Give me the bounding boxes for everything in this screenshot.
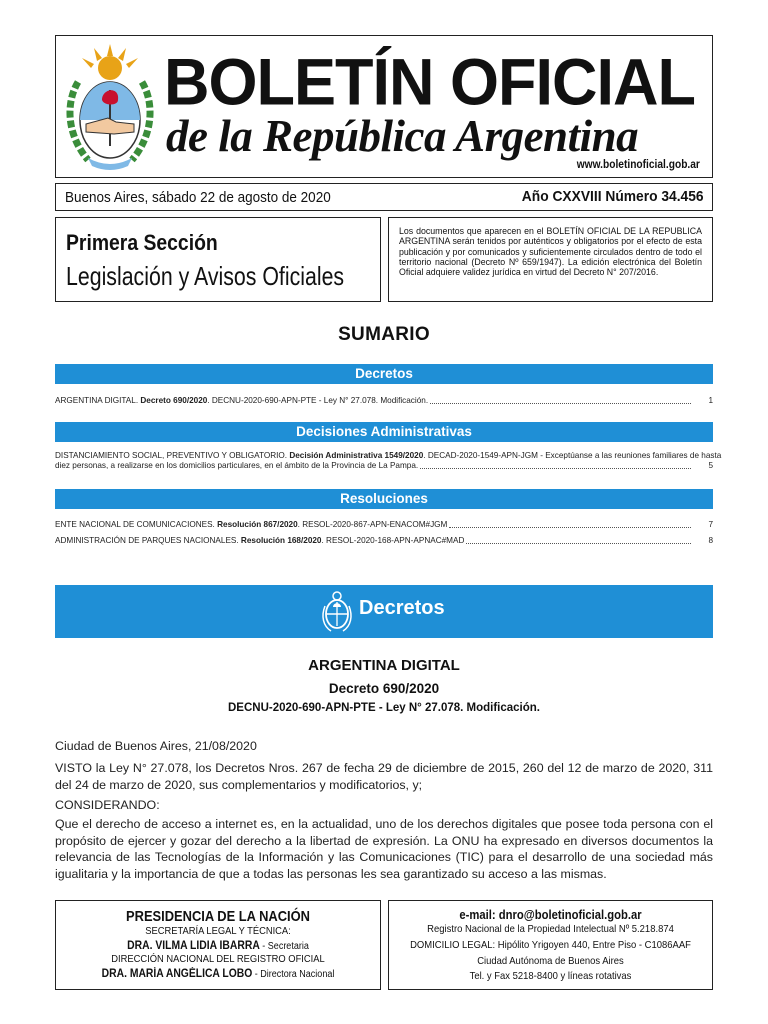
- decree-topic: ARGENTINA DIGITAL: [308, 657, 460, 674]
- decree-place-date: Ciudad de Buenos Aires, 21/08/2020: [55, 739, 257, 753]
- entry-prefix: ADMINISTRACIÓN DE PARQUES NACIONALES.: [55, 536, 241, 545]
- publication-date: Buenos Aires, sábado 22 de agosto de 2020: [65, 189, 331, 206]
- sumario-heading-decretos[interactable]: Decretos: [55, 364, 713, 384]
- decree-visto: VISTO la Ley N° 27.078, los Decretos Nros. 267 de fecha 29 de diciembre de 2015, 260 del 12 de marzo de 2020, 311 del 24 de marzo de 2020, sus complementarios y modificatorios, y;: [55, 761, 713, 792]
- directorate-label: DIRECCIÓN NACIONAL DEL REGISTRO OFICIAL: [111, 954, 325, 966]
- sumario-entry[interactable]: [55, 396, 713, 406]
- leader-dots: [466, 543, 691, 544]
- sumario-entry[interactable]: [55, 451, 722, 471]
- entry-resolution-number: Resolución 168/2020: [240, 536, 322, 545]
- entry-prefix: ARGENTINA DIGITAL.: [55, 396, 141, 405]
- entry-page: 7: [708, 520, 713, 529]
- legal-address: DOMICILIO LEGAL: Hipólito Yrigoyen 440, Entre Piso - C1086AAF: [410, 938, 691, 951]
- issue-number: Año CXXVIII Número 34.456: [522, 188, 704, 205]
- section-title: Primera Sección: [66, 230, 218, 255]
- masthead-subtitle: de la República Argentina: [166, 111, 639, 161]
- entry-continuation: diez personas, a realizarse en los domicilios particulares, en el ámbito de la Provincia de La Pampa.: [55, 460, 419, 470]
- entry-prefix: ENTE NACIONAL DE COMUNICACIONES.: [55, 520, 218, 529]
- decree-code: DECNU-2020-690-APN-PTE - Ley N° 27.078. Modificación.: [228, 702, 540, 714]
- leader-dots: [430, 403, 691, 404]
- director-role: - Directora Nacional: [252, 968, 335, 980]
- sumario-entry[interactable]: [55, 520, 713, 530]
- decree-number: Decreto 690/2020: [328, 681, 440, 696]
- entry-decree-number: Decreto 690/2020: [140, 396, 208, 405]
- sumario-heading-decisiones[interactable]: Decisiones Administrativas: [55, 422, 713, 442]
- entry-decision-number: Decisión Administrativa 1549/2020: [289, 451, 424, 460]
- entry-description: . DECAD-2020-1549-APN-JGM - Exceptúanse a las reuniones familiares de hasta: [423, 451, 722, 460]
- secretary-name: DRA. VILMA LIDIA IBARRA: [127, 939, 260, 952]
- decretos-band: [55, 585, 713, 638]
- secretary-line: [72, 939, 364, 954]
- director-name: DRA. MARÍA ANGÉLICA LOBO: [101, 967, 253, 980]
- section-subtitle: Legislación y Avisos Oficiales: [66, 261, 345, 291]
- contact-email[interactable]: e-mail: dnro@boletinoficial.gob.ar: [459, 908, 642, 922]
- decree-paragraph: Que el derecho de acceso a internet es, en la actualidad, uno de los derechos digitales que posee toda persona con el propósito de ejercer y gozar del derecho a la libertad de expresión. La ONU ha expresado en diversos documentos la relevancia de las Tecnologías de la Información y las Comunicaciones (TIC) para el desarrollo de una sociedad más igualitaria y la importancia de que a todas las personas les sea garantizado su acceso a las mismas.: [55, 817, 713, 881]
- website-link[interactable]: www.boletinoficial.gob.ar: [576, 157, 700, 171]
- secretariat-label: SECRETARÍA LEGAL Y TÉCNICA:: [145, 926, 291, 937]
- sumario-heading-resoluciones[interactable]: Resoluciones: [55, 489, 713, 509]
- secretary-role: - Secretaria: [259, 940, 309, 952]
- entry-resolution-number: Resolución 867/2020: [217, 520, 298, 529]
- section-box: [55, 217, 381, 302]
- entry-prefix: DISTANCIAMIENTO SOCIAL, PREVENTIVO Y OBLIGATORIO.: [55, 451, 290, 460]
- director-line: [72, 967, 364, 982]
- city: Ciudad Autónoma de Buenos Aires: [477, 954, 624, 967]
- footer-authorities: [55, 900, 381, 990]
- decretos-band-label: Decretos: [359, 597, 445, 619]
- leader-dots: [449, 527, 691, 528]
- decree-considerando: CONSIDERANDO:: [55, 798, 160, 812]
- presidency-title: PRESIDENCIA DE LA NACIÓN: [126, 908, 310, 925]
- footer-contact: [388, 900, 713, 990]
- entry-description: . RESOL-2020-168-APN-APNAC#MAD: [321, 536, 465, 545]
- entry-page: 8: [708, 536, 713, 545]
- sumario-entry[interactable]: [55, 536, 713, 546]
- coat-of-arms-icon: [321, 590, 353, 633]
- registry-number: Registro Nacional de la Propiedad Intelectual Nº 5.218.874: [427, 923, 674, 935]
- leader-dots: [420, 468, 691, 469]
- legal-notice: Los documentos que aparecen en el BOLETÍN OFICIAL DE LA REPUBLICA ARGENTINA serán tenidos por auténticos y obligatorios por el efecto de esta publicación y por comunicados y suficientemente circulados dentro de todo el territorio nacional (Decreto Nº 659/1947). La edición electrónica del Boletín Oficial adquiere validez jurídica en virtud del Decreto N° 207/2016.: [388, 217, 713, 302]
- entry-page: 5: [708, 460, 713, 470]
- entry-description: . RESOL-2020-867-APN-ENACOM#JGM: [297, 520, 448, 529]
- sumario-title: SUMARIO: [338, 324, 430, 345]
- phone: Tel. y Fax 5218-8400 y líneas rotativas: [469, 970, 632, 983]
- masthead: [55, 35, 713, 178]
- masthead-title: BOLETÍN OFICIAL: [164, 45, 695, 120]
- argentine-coat-of-arms-icon: [64, 42, 156, 172]
- entry-page: 1: [708, 396, 713, 405]
- entry-description: . DECNU-2020-690-APN-PTE - Ley N° 27.078. Modificación.: [207, 396, 429, 405]
- dateline: [55, 183, 713, 211]
